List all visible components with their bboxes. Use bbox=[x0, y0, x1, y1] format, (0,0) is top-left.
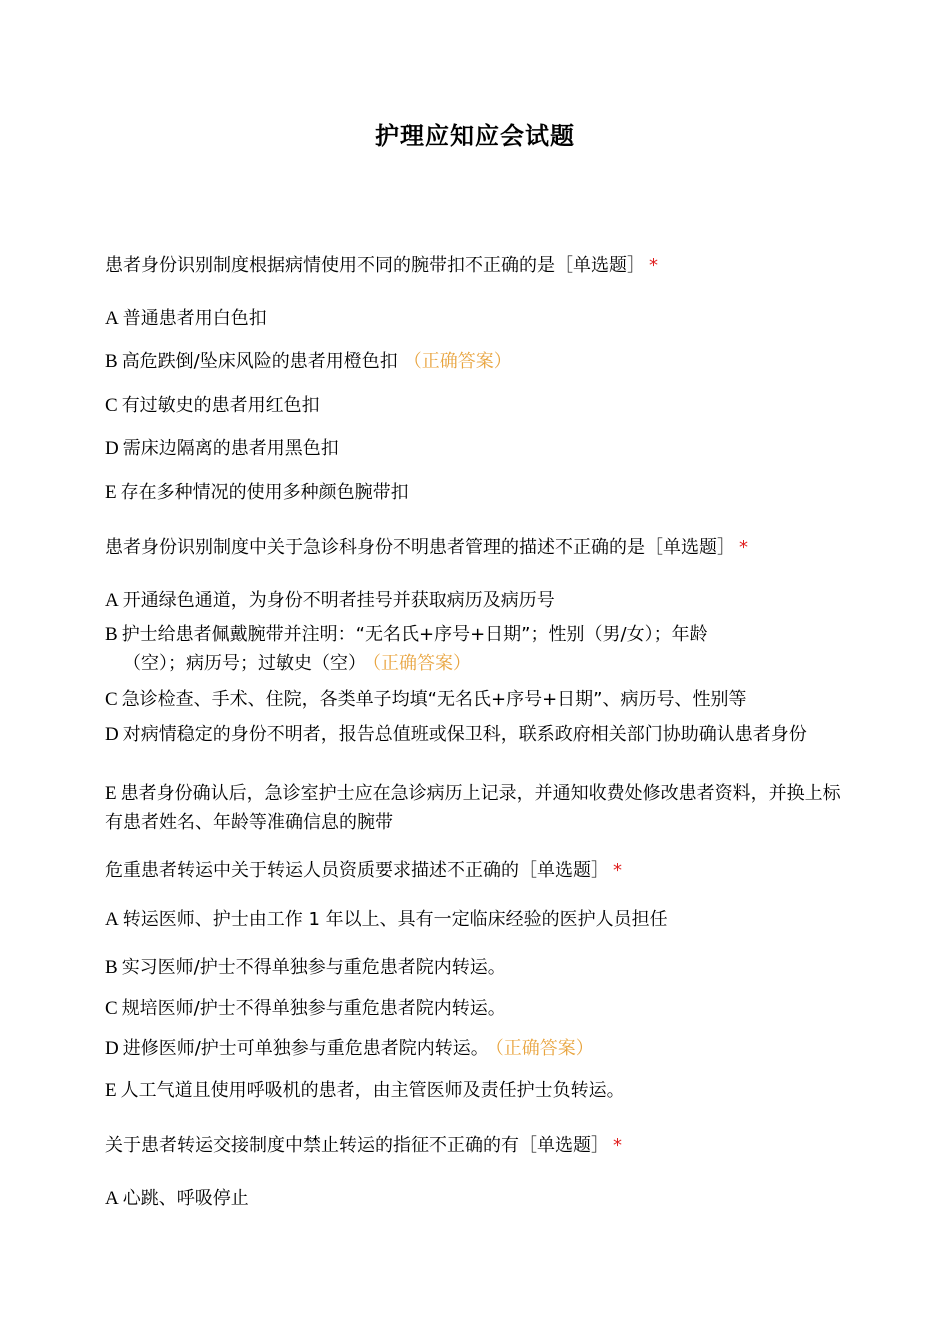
option-text: 需床边隔离的患者用黑色扣 bbox=[122, 438, 339, 459]
option-text: 对病情稳定的身份不明者，报告总值班或保卫科，联系政府相关部门协助确认患者身份 bbox=[122, 724, 807, 745]
option-text: 规培医师/护士不得单独参与重危患者院内转运。 bbox=[121, 998, 506, 1019]
option-text-continued: （空）；病历号；过敏史（空） bbox=[123, 653, 366, 674]
question-3-stem bbox=[105, 857, 845, 885]
option-text: 急诊检查、手术、住院，各类单子均填“无名氏+序号+日期”、病历号、性别等 bbox=[121, 689, 747, 710]
correct-answer-label: （正确答案） bbox=[494, 1038, 594, 1059]
option-letter: D bbox=[105, 438, 119, 459]
question-1-option-c bbox=[105, 392, 845, 420]
correct-answer-label: （正确答案） bbox=[403, 351, 512, 372]
question-2-option-c bbox=[105, 686, 845, 714]
option-letter: D bbox=[105, 724, 119, 745]
option-text: 普通患者用白色扣 bbox=[122, 308, 267, 329]
option-letter: C bbox=[105, 998, 118, 1019]
option-text: 高危跌倒/坠床风险的患者用橙色扣 bbox=[121, 351, 398, 372]
question-1-option-d bbox=[105, 435, 845, 463]
question-text: 关于患者转运交接制度中禁止转运的指征不正确的有［单选题］ bbox=[105, 1135, 609, 1156]
question-3-option-e bbox=[105, 1077, 845, 1105]
option-letter: E bbox=[105, 783, 117, 804]
option-text: 心跳、呼吸停止 bbox=[122, 1188, 249, 1209]
option-letter: A bbox=[105, 308, 119, 329]
question-1-option-e bbox=[105, 479, 845, 507]
required-mark: * bbox=[649, 255, 658, 276]
option-letter: B bbox=[105, 624, 118, 645]
question-1-option-b bbox=[105, 348, 845, 376]
question-text: 危重患者转运中关于转运人员资质要求描述不正确的［单选题］ bbox=[105, 860, 609, 881]
option-text: 开通绿色通道，为身份不明者挂号并获取病历及病历号 bbox=[122, 590, 555, 611]
question-3-option-a bbox=[105, 906, 845, 934]
question-4-stem bbox=[105, 1132, 845, 1160]
option-letter: E bbox=[105, 482, 117, 503]
option-letter: B bbox=[105, 351, 118, 372]
question-4-option-a bbox=[105, 1185, 845, 1213]
option-text: 进修医师/护士可单独参与重危患者院内转运。 bbox=[122, 1038, 489, 1059]
option-letter: A bbox=[105, 909, 119, 930]
question-text: 患者身份识别制度中关于急诊科身份不明患者管理的描述不正确的是［单选题］ bbox=[105, 537, 735, 558]
question-3-option-c bbox=[105, 995, 845, 1023]
option-letter: A bbox=[105, 1188, 119, 1209]
question-1-stem bbox=[105, 252, 845, 280]
question-2-option-e bbox=[105, 779, 847, 837]
question-3-option-b bbox=[105, 954, 845, 982]
option-text: 实习医师/护士不得单独参与重危患者院内转运。 bbox=[121, 957, 506, 978]
required-mark: * bbox=[739, 537, 748, 558]
option-text: 有过敏史的患者用红色扣 bbox=[121, 395, 320, 416]
question-2-option-b bbox=[105, 621, 845, 649]
required-mark: * bbox=[613, 1135, 622, 1156]
option-letter: B bbox=[105, 957, 118, 978]
option-text: 护士给患者佩戴腕带并注明：“无名氏+序号+日期”；性别（男/女）；年龄 bbox=[121, 624, 708, 645]
option-text: 人工气道且使用呼吸机的患者，由主管医师及责任护士负转运。 bbox=[120, 1080, 625, 1101]
option-letter: C bbox=[105, 395, 118, 416]
option-text: 存在多种情况的使用多种颜色腕带扣 bbox=[120, 482, 409, 503]
question-2-option-d bbox=[105, 720, 840, 749]
question-2-stem bbox=[105, 534, 845, 562]
question-text: 患者身份识别制度根据病情使用不同的腕带扣不正确的是［单选题］ bbox=[105, 255, 645, 276]
option-letter: C bbox=[105, 689, 118, 710]
required-mark: * bbox=[613, 860, 622, 881]
option-text: 患者身份确认后，急诊室护士应在急诊病历上记录，并通知收费处修改患者资料，并换上标有患者姓名、年龄等准确信息的腕带 bbox=[105, 783, 841, 833]
option-letter: D bbox=[105, 1038, 119, 1059]
page-title: 护理应知应会试题 bbox=[375, 122, 575, 150]
option-letter: E bbox=[105, 1080, 117, 1101]
correct-answer-label: （正确答案） bbox=[372, 653, 471, 674]
question-3-option-d bbox=[105, 1035, 845, 1063]
option-text: 转运医师、护士由工作 1 年以上、具有一定临床经验的医护人员担任 bbox=[122, 909, 668, 930]
option-letter: A bbox=[105, 590, 119, 611]
question-1-option-a bbox=[105, 305, 845, 333]
question-2-option-b-continued bbox=[105, 650, 863, 678]
question-2-option-a bbox=[105, 587, 845, 615]
